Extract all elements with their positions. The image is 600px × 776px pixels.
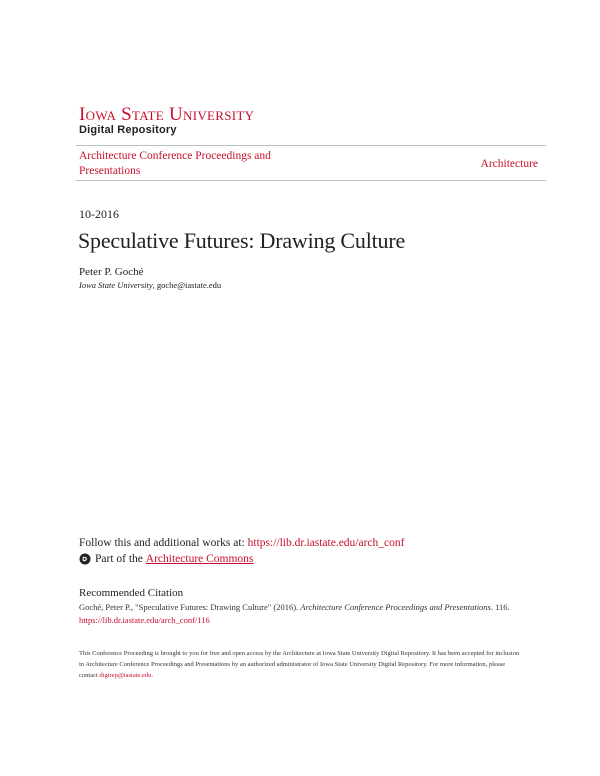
follow-line (79, 537, 404, 549)
contact-email-link[interactable]: digirep@iastate.edu (99, 672, 152, 679)
part-of-line (79, 553, 253, 565)
affiliation-separator: , (152, 280, 157, 290)
citation-series: Architecture Conference Proceedings and Presentations (300, 602, 491, 612)
series-link[interactable]: Architecture Conference Proceedings and Presentations (79, 150, 271, 177)
page-title: Speculative Futures: Drawing Culture (78, 228, 406, 253)
citation-heading: Recommended Citation (79, 587, 184, 599)
citation-text (79, 601, 549, 627)
author-affiliation (79, 280, 221, 290)
follow-url-link[interactable]: https://lib.dr.iastate.edu/arch_conf (247, 537, 405, 549)
part-of-prefix: Part of the (95, 553, 143, 565)
citation-suffix: . 116. (490, 602, 510, 612)
architecture-commons-link[interactable]: Architecture Commons (145, 553, 254, 565)
author-name: Peter P. Goché (79, 266, 144, 278)
bottom-rule (76, 180, 546, 181)
notice-end: . (151, 672, 154, 679)
repository-name: Digital Repository (79, 124, 177, 136)
publication-date: 10-2016 (79, 207, 119, 221)
follow-prefix: Follow this and additional works at: (79, 537, 248, 549)
university-name: Iowa State University (79, 104, 255, 125)
creative-commons-icon (79, 553, 91, 565)
university-logo (79, 104, 254, 126)
notice-text: This Conference Proceeding is brought to you for free and open access by the Architecture at Iowa State University Digital Repository. It has been accepted for inclusion in Architecture Conference Proceedings and Presentations by an authorized administrator of Iowa State University Digital Repository. For more information, please contact (79, 650, 520, 679)
repository-notice (79, 648, 524, 681)
affiliation-email[interactable]: goche@iastate.edu (156, 280, 222, 290)
affiliation-institution: Iowa State University (79, 280, 153, 290)
department-link[interactable]: Architecture (480, 158, 538, 170)
top-rule (76, 145, 546, 146)
citation-url-link[interactable]: https://lib.dr.iastate.edu/arch_conf/116 (79, 615, 210, 625)
citation-prefix: Goché, Peter P., "Speculative Futures: Drawing Culture" (2016). (79, 602, 301, 612)
